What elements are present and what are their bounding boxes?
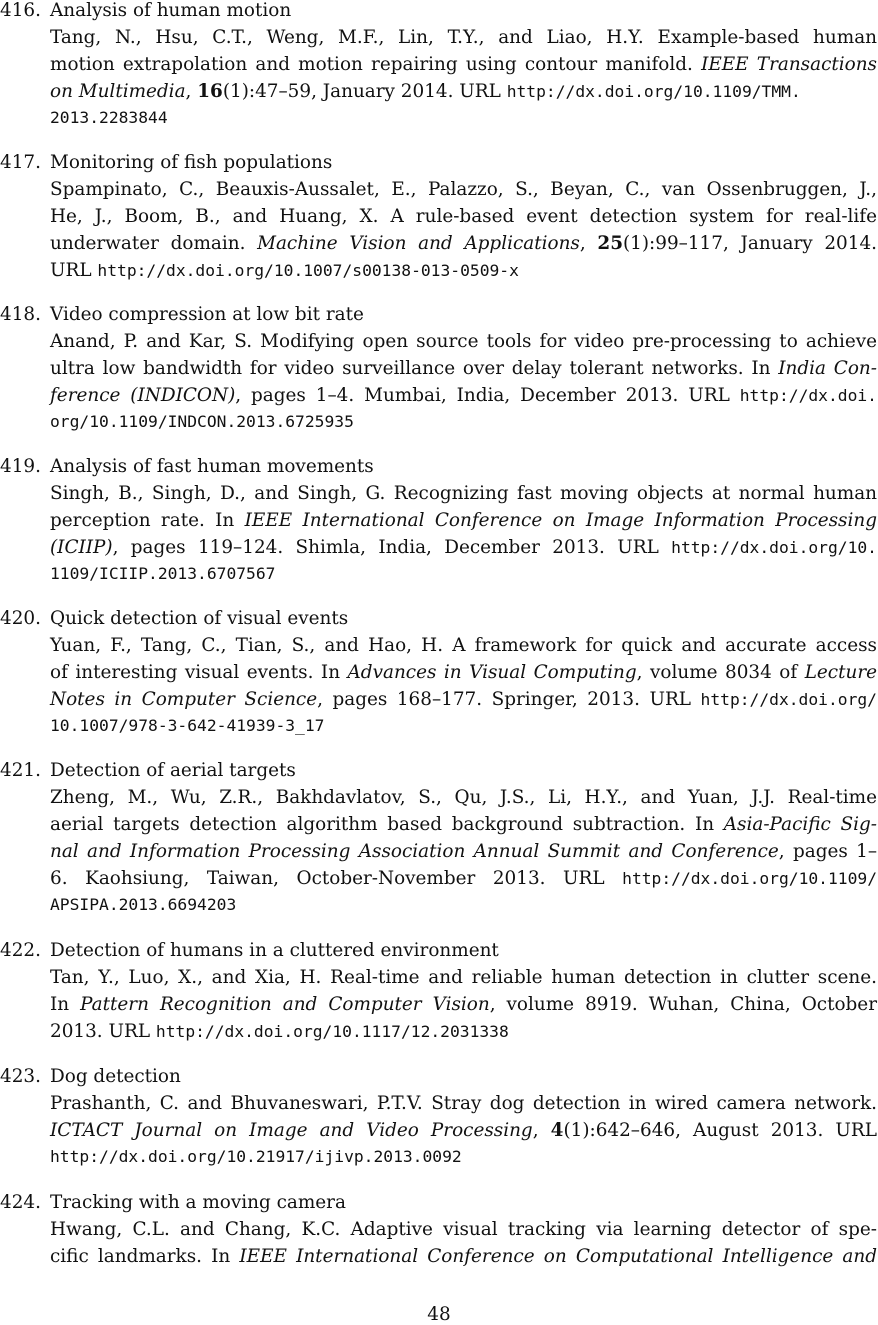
reference-topic: Detection of aerial targets (50, 760, 296, 781)
reference-number: 424. (0, 1192, 41, 1213)
reference-number: 418. (0, 304, 41, 325)
reference-topic: Video compression at low bit rate (50, 304, 364, 325)
reference-authors: Tang, N., Hsu, C.T., Weng, M.F., Lin, T.Y., and Liao, H.Y. (50, 27, 644, 48)
page-number: 48 (427, 1304, 451, 1325)
reference-topic: Tracking with a moving camera (50, 1192, 346, 1213)
reference-number: 417. (0, 152, 41, 173)
reference-number: 422. (0, 940, 41, 961)
reference-topic: Monitoring of fish populations (50, 152, 333, 173)
reference-number: 420. (0, 608, 41, 629)
reference-topic: Dog detection (50, 1066, 181, 1087)
reference-number: 423. (0, 1066, 41, 1087)
reference-topic: Analysis of human motion (50, 0, 292, 21)
reference-number: 416. (0, 0, 41, 21)
reference-topic: Detection of humans in a cluttered environment (50, 940, 499, 961)
reference-number: 421. (0, 760, 41, 781)
reference-topic: Quick detection of visual events (50, 608, 349, 629)
reference-number: 419. (0, 456, 41, 477)
reference-topic: Analysis of fast human movements (50, 456, 374, 477)
bibliography-page: 416. Analysis of human motion Tang, N., Hsu, C.T., Weng, M.F., Lin, T.Y., and Liao, H.Y. Example-based human motion extrapolation and motion repairing using contour manifold. IEEE Transactions on Multimedia, 16(1):47–59, January 2014. URL http://dx.doi.org/10.1109/TMM. 2013.2283844 417. Monitoring of fish populations Spampinato, C., Beauxis-Aussalet, E., Palazzo, S., Beyan, C., van Ossenbruggen, J., He, J., Boom, B., and Huang, X. A rule-based event detection system for real-life underwater domain. Machine Vision and Applications, 25(1):99–117, January 2014. URL http://dx.doi.org/10.1007/s00138-013-0509-x 418. Video compression at low bit rate Anand, P. and Kar, S. Modifying open source tools for video pre-processing to achieve ultra low bandwidth for video surveillance over delay tolerant networks. In India Con- ference (INDICON), pages 1–4. Mumbai, India, December 2013. URL http://dx.doi. org/10.1109/INDCON.2013.6725935 419. Analysis of fast human movements Singh, B., Singh, D., and Singh, G. Recognizing fast moving objects at normal human perception rate. In IEEE International Conference on Image Information Processing (ICIIP), pages 119–124. Shimla, India, December 2013. URL http://dx.doi.org/10. 1109/ICIIP.2013.6707567 420. Quick detection of visual events Yuan, F., Tang, C., Tian, S., and Hao, H. A framework for quick and accurate access of interesting visual events. In Advances in Visual Computing, volume 8034 of Lecture Notes in Computer Science, pages 168–177. Springer, 2013. URL http://dx.doi.org/ 10.1007/978-3-642-41939-3_17 421. Detection of aerial targets Zheng, M., Wu, Z.R., Bakhdavlatov, S., Qu, J.S., Li, H.Y., and Yuan, J.J. Real-time aerial targets detection algorithm based background subtraction. In Asia-Pacific Sig- nal and Information Processing Association Annual Summit and Conference, pages 1– 6. Kaohsiung, Taiwan, October-November 2013. URL http://dx.doi.org/10.1109/ APSIPA.2013.6694203 422. Detection of humans in a cluttered environment Tan, Y., Luo, X., and Xia, H. Real-time and reliable human detection in clutter scene. In Pattern Recognition and Computer Vision, volume 8919. Wuhan, China, October 2013. URL http://dx.doi.org/10.1117/12.2031338 423. Dog detection Prashanth, C. and Bhuvaneswari, P.T.V. Stray dog detection in wired camera network. ICTACT Journal on Image and Video Processing, 4(1):642–646, August 2013. URL http://dx.doi.org/10.21917/ijivp.2013.0092 424. Tracking with a moving camera Hwang, C.L. and Chang, K.C. Adaptive visual tracking via learning detector of spe- cific landmarks. In IEEE International Conference on Computational Intelligence and 48 (0, 0, 878, 1325)
